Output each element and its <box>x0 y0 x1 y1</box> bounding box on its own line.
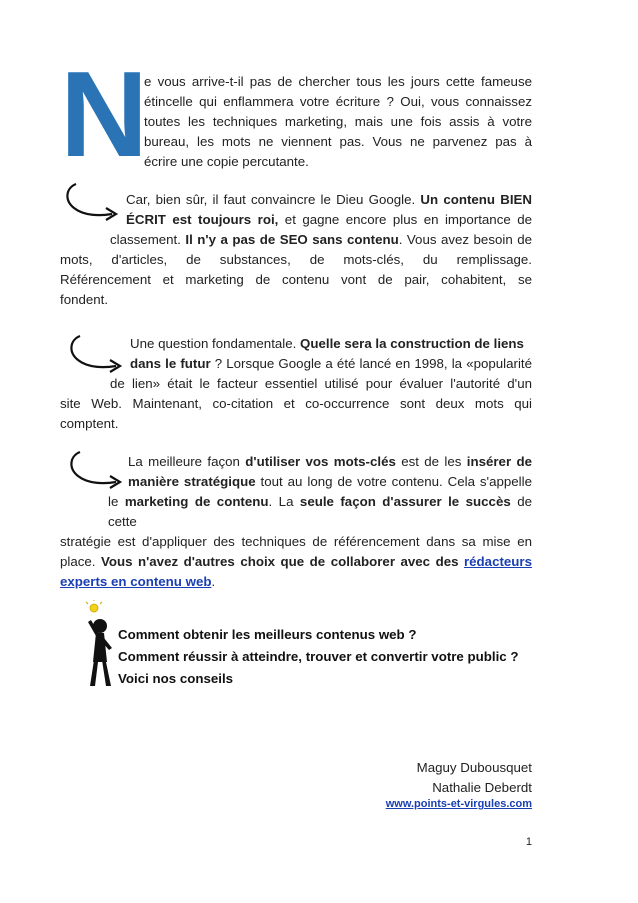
p2-line: de lien» était le facteur essentiel utilisé pour évaluer l'autorité d'un <box>110 376 532 391</box>
p3-text: place. <box>60 554 101 569</box>
tip-line: Voici nos conseils <box>118 671 234 686</box>
p1-text: classement. <box>110 232 186 247</box>
p3-text: est de les <box>395 454 467 469</box>
tip-line: Comment réussir à atteindre, trouver et convertir votre public ? <box>118 649 519 664</box>
p1-line: mots, d'articles, de substances, de mots-clés, du remplissage. <box>60 252 532 267</box>
p2-text: Une question fondamentale. <box>130 336 301 351</box>
p3-text: de cette <box>108 494 532 529</box>
p1-line: Référencement et marketing de contenu vont de pair, cohabitent, se <box>60 272 532 287</box>
author-1: Maguy Dubousquet <box>416 760 532 775</box>
intro-line: bureau, les mots ne viennent pas. Vous ne parvenez pas à <box>144 134 532 149</box>
intro-line: toutes les techniques marketing, mais une fois assis à votre <box>144 114 532 129</box>
p2-bold: dans le futur <box>130 356 211 371</box>
experts-contenu-web-link[interactable]: experts en contenu web <box>60 574 212 589</box>
dropcap-letter: N <box>60 46 149 182</box>
p3-line <box>60 552 532 572</box>
stick-figure-idea-icon <box>80 600 120 692</box>
intro-line: e vous arrive-t-il pas de chercher tous les jours cette fameuse <box>144 74 532 89</box>
page-number: 1 <box>525 836 532 848</box>
p1-bold: ÉCRIT est toujours roi, <box>126 212 279 227</box>
p3-line <box>60 452 532 472</box>
p3-text: tout au long de votre contenu. Cela s'appelle <box>255 474 532 489</box>
p1-line <box>60 190 532 210</box>
intro-paragraph <box>144 72 532 172</box>
p1-text: . Vous avez besoin de <box>398 232 532 247</box>
tips-block <box>118 624 518 690</box>
p3-text: . La <box>268 494 300 509</box>
intro-line: étincelle qui enflammera votre écriture ? Oui, vous connaissez <box>144 94 532 109</box>
p1-text: Car, bien sûr, il faut convaincre le Dieu Google. <box>126 192 421 207</box>
p2-line: comptent. <box>60 416 119 431</box>
p2-line: site Web. Maintenant, co-citation et co-occurrence sont deux mots qui <box>60 396 532 411</box>
p3-line <box>60 492 532 532</box>
p1-bold: Un contenu BIEN <box>420 192 532 207</box>
tip-line: Comment obtenir les meilleurs contenus web ? <box>118 627 417 642</box>
p3-bold: manière stratégique <box>128 474 256 489</box>
p3-text: . <box>211 574 216 589</box>
p3-bold: Vous n'avez d'autres choix que de collaborer avec des <box>100 554 459 569</box>
p3-bold: marketing de contenu <box>124 494 269 509</box>
p1-bold: Il n'y a pas de SEO sans contenu <box>185 232 399 247</box>
paragraph-3 <box>60 452 532 592</box>
p2-line <box>60 334 532 354</box>
paragraph-1 <box>60 190 532 310</box>
p2-line <box>60 354 532 374</box>
paragraph-2 <box>60 334 532 434</box>
p3-line <box>60 572 532 592</box>
intro-line: écrire une copie percutante. <box>144 154 309 169</box>
website-link[interactable]: www.points-et-virgules.com <box>385 798 532 810</box>
redacteurs-link[interactable]: rédacteurs <box>463 554 532 569</box>
p1-line <box>60 230 532 250</box>
p3-bold: insérer de <box>466 454 532 469</box>
p1-line <box>60 210 532 230</box>
p2-text: ? Lorsque Google a été lancé en 1998, la «popularité <box>210 356 532 371</box>
p1-line: fondent. <box>60 292 109 307</box>
p1-text: et gagne encore plus en importance de <box>278 212 532 227</box>
author-2: Nathalie Deberdt <box>432 780 532 795</box>
p3-line: stratégie est d'appliquer des techniques de référencement dans sa mise en <box>60 534 532 549</box>
p3-text: le <box>108 494 125 509</box>
p3-text: La meilleure façon <box>128 454 246 469</box>
p2-bold: Quelle sera la construction de liens <box>300 336 524 351</box>
p3-line <box>60 472 532 492</box>
p3-bold: d'utiliser vos mots-clés <box>245 454 396 469</box>
p3-bold: seule façon d'assurer le succès <box>299 494 511 509</box>
